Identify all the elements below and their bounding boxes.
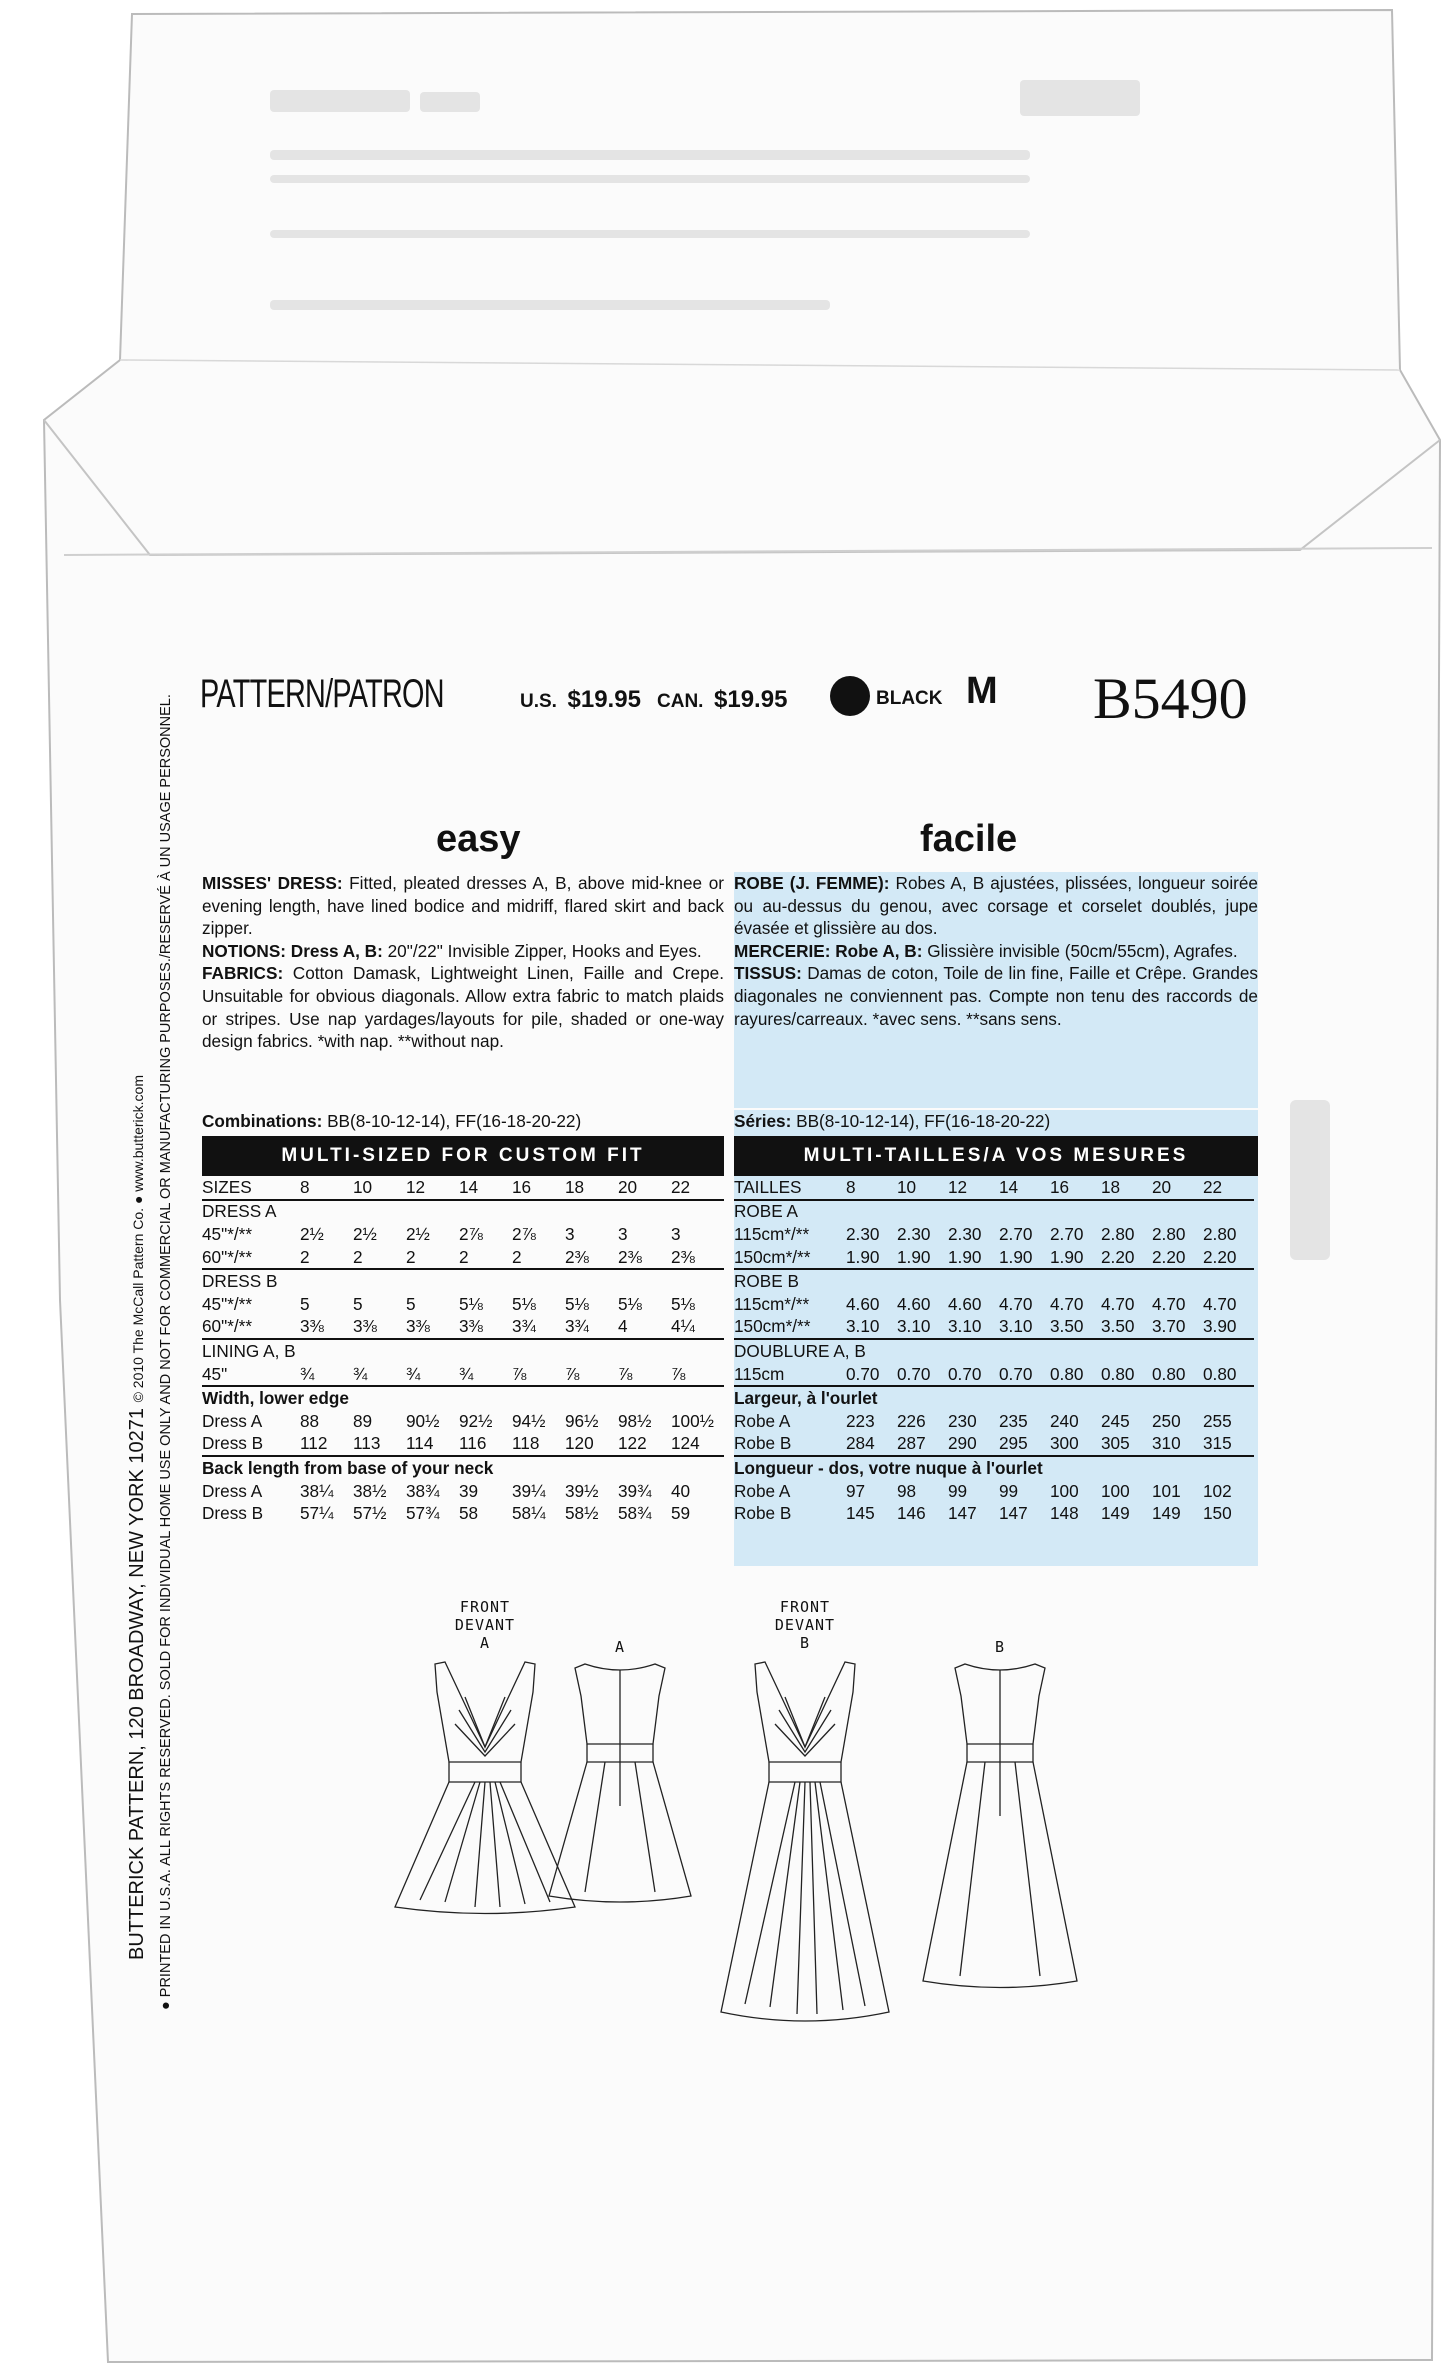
table-cell: 100½ <box>671 1410 715 1431</box>
table-cell: 2.70 <box>999 1223 1033 1244</box>
section-heading: ROBE A <box>734 1200 1254 1224</box>
table-cell: 255 <box>1203 1410 1232 1431</box>
table-cell: 92½ <box>459 1410 493 1431</box>
table-cell: 3 <box>671 1223 681 1244</box>
table-cell: 2 <box>406 1246 416 1267</box>
table-row <box>202 1433 724 1457</box>
table-cell: 58 <box>459 1503 479 1524</box>
table-cell: 287 <box>897 1433 926 1454</box>
table-cell: 230 <box>948 1410 977 1431</box>
table-cell: 100 <box>1101 1480 1130 1501</box>
sketch-devant-label: DEVANT <box>774 1616 836 1634</box>
table-cell: 2.80 <box>1203 1223 1237 1244</box>
table-cell: 2⅞ <box>459 1223 483 1244</box>
english-yardage-chart <box>202 1110 724 1525</box>
table-cell: 300 <box>1050 1433 1079 1454</box>
table-cell: 39¼ <box>512 1480 546 1501</box>
table-cell: ⅞ <box>512 1363 527 1384</box>
table-cell: 3⅜ <box>300 1316 324 1337</box>
color-dot-icon <box>830 676 870 716</box>
combinations: Combinations: BB(8-10-12-14), FF(16-18-20-22) <box>202 1111 582 1131</box>
section-heading-row <box>734 1456 1254 1480</box>
table-cell: 38¾ <box>406 1480 440 1501</box>
table-cell: 5⅛ <box>618 1293 642 1314</box>
french-description: ROBE (J. FEMME): Robes A, B ajustées, plissées, longueur soirée ou au-dessus du genou, avec corsage et corselet doublés, jupe évasée et glissière au dos. MERCERIE: Robe A, B: Glissière invisible (50cm/55cm), Agrafes. TISSUS: Damas de coton, Toile de lin fine, Faille et Crêpe. Grandes diagonales ne conviennent pas. Compte non tenu des raccords de rayures/carreaux. *avec sens. **sans sens. <box>734 872 1258 1108</box>
size-header: 12 <box>948 1176 968 1197</box>
table-cell: 0.80 <box>1152 1363 1186 1384</box>
table-cell: 5 <box>300 1293 310 1314</box>
section-heading-row <box>202 1339 724 1363</box>
french-size-table <box>734 1176 1254 1525</box>
table-cell: 0.70 <box>999 1363 1033 1384</box>
table-cell: 3.10 <box>897 1316 931 1337</box>
table-cell: 3.10 <box>948 1316 982 1337</box>
row-label: 45"*/** <box>202 1223 253 1244</box>
table-cell: 2.20 <box>1152 1246 1186 1267</box>
section-heading-row <box>202 1200 724 1224</box>
table-cell: 2⅜ <box>671 1246 695 1267</box>
table-cell: 1.90 <box>1050 1246 1084 1267</box>
table-cell: 3¾ <box>565 1316 589 1337</box>
table-cell: 2.20 <box>1203 1246 1237 1267</box>
row-label: Dress B <box>202 1503 264 1524</box>
table-cell: ¾ <box>459 1363 474 1384</box>
table-cell: 112 <box>300 1433 328 1454</box>
sizes-label: TAILLES <box>734 1176 802 1197</box>
section-heading: DOUBLURE A, B <box>734 1339 1254 1363</box>
table-cell: 315 <box>1203 1433 1232 1454</box>
table-row <box>734 1246 1254 1270</box>
size-header: 12 <box>406 1176 426 1197</box>
size-header: 8 <box>300 1176 310 1197</box>
table-row <box>734 1293 1254 1316</box>
table-row <box>202 1363 724 1387</box>
table-cell: 2 <box>459 1246 469 1267</box>
table-cell: 59 <box>671 1503 691 1524</box>
english-bar: MULTI-SIZED FOR CUSTOM FIT <box>202 1136 724 1176</box>
table-cell: 58½ <box>565 1503 599 1524</box>
table-cell: 3.10 <box>846 1316 880 1337</box>
table-cell: 2.80 <box>1101 1223 1135 1244</box>
size-header: 14 <box>999 1176 1019 1197</box>
table-cell: 98 <box>897 1480 917 1501</box>
dress-back-long-illustration <box>915 1656 1085 1996</box>
us-price-value: $19.95 <box>567 686 641 713</box>
table-cell: 2 <box>512 1246 522 1267</box>
table-cell: 2⅜ <box>618 1246 642 1267</box>
table-row <box>734 1480 1254 1503</box>
table-row <box>734 1316 1254 1340</box>
table-cell: 5⅛ <box>671 1293 695 1314</box>
color-label: BLACK <box>876 688 943 709</box>
sketch-front-label: FRONT <box>459 1598 511 1616</box>
row-label: Robe B <box>734 1503 792 1524</box>
table-cell: ⅞ <box>671 1363 686 1384</box>
table-cell: 2 <box>300 1246 310 1267</box>
table-cell: 148 <box>1050 1503 1079 1524</box>
table-cell: 58¾ <box>618 1503 652 1524</box>
row-label: Dress B <box>202 1433 264 1454</box>
table-cell: ¾ <box>300 1363 315 1384</box>
table-cell: 1.90 <box>999 1246 1033 1267</box>
table-cell: ¾ <box>353 1363 368 1384</box>
row-label: 115cm*/** <box>734 1293 810 1314</box>
row-label: 115cm <box>734 1363 785 1384</box>
table-cell: 5⅛ <box>565 1293 589 1314</box>
table-cell: 2½ <box>353 1223 377 1244</box>
section-heading: DRESS A <box>202 1200 724 1224</box>
table-cell: 3.50 <box>1101 1316 1135 1337</box>
us-price <box>520 686 641 714</box>
letter-mark: M <box>966 670 998 712</box>
table-cell: 3⅜ <box>353 1316 377 1337</box>
table-cell: 290 <box>948 1433 977 1454</box>
table-cell: 114 <box>406 1433 434 1454</box>
size-header: 10 <box>353 1176 373 1197</box>
table-cell: 99 <box>948 1480 968 1501</box>
english-description: MISSES' DRESS: Fitted, pleated dresses A, B, above mid-knee or evening length, have lined bodice and midriff, flared skirt and back zipper. NOTIONS: Dress A, B: 20"/22" Invisible Zipper, Hooks and Eyes. FABRICS: Cotton Damask, Lightweight Linen, Faille and Crepe. Unsuitable for obvious diagonals. Allow extra fabric to match plaids or stripes. Use nap yardages/layouts for pile, shaded or one-way design fabrics. *with nap. **without nap. <box>202 873 724 1052</box>
table-cell: 88 <box>300 1410 320 1431</box>
table-row <box>202 1410 724 1433</box>
sketch-front-b <box>705 1598 905 2032</box>
size-header: 18 <box>565 1176 585 1197</box>
table-cell: 226 <box>897 1410 926 1431</box>
row-label: Robe A <box>734 1410 791 1431</box>
french-bar: MULTI-TAILLES/A VOS MESURES <box>734 1136 1258 1176</box>
table-cell: 0.80 <box>1203 1363 1237 1384</box>
table-cell: 2.30 <box>948 1223 982 1244</box>
table-cell: 90½ <box>406 1410 440 1431</box>
table-cell: 1.90 <box>846 1246 880 1267</box>
table-cell: 223 <box>846 1410 875 1431</box>
table-cell: 240 <box>1050 1410 1079 1431</box>
table-row <box>202 1480 724 1503</box>
table-cell: 2⅜ <box>565 1246 589 1267</box>
table-cell: 284 <box>846 1433 875 1454</box>
row-label: 150cm*/** <box>734 1316 811 1337</box>
sizes-row <box>202 1176 724 1200</box>
sketch-devant-label: DEVANT <box>454 1616 516 1634</box>
table-cell: 116 <box>459 1433 487 1454</box>
table-cell: ¾ <box>406 1363 421 1384</box>
sketch-view-label: A <box>479 1634 491 1652</box>
section-heading-row <box>202 1386 724 1410</box>
table-cell: 3¾ <box>512 1316 536 1337</box>
table-cell: 3.10 <box>999 1316 1033 1337</box>
table-cell: 89 <box>353 1410 373 1431</box>
table-cell: 4¼ <box>671 1316 695 1337</box>
table-row <box>734 1363 1254 1387</box>
sketch-view-label: A <box>614 1638 626 1656</box>
table-cell: 0.70 <box>948 1363 982 1384</box>
table-row <box>202 1223 724 1246</box>
series: Séries: BB(8-10-12-14), FF(16-18-20-22) <box>734 1111 1051 1131</box>
section-heading-row <box>734 1386 1254 1410</box>
table-cell: 5 <box>353 1293 363 1314</box>
table-cell: 58¼ <box>512 1503 546 1524</box>
size-header: 16 <box>1050 1176 1070 1197</box>
table-cell: 3 <box>565 1223 575 1244</box>
size-header: 22 <box>671 1176 691 1197</box>
table-cell: 0.70 <box>846 1363 880 1384</box>
table-cell: 4.70 <box>999 1293 1033 1314</box>
table-cell: 3 <box>618 1223 628 1244</box>
table-cell: 4.60 <box>948 1293 982 1314</box>
table-cell: 120 <box>565 1433 594 1454</box>
table-cell: 38¼ <box>300 1480 334 1501</box>
row-label: 115cm*/** <box>734 1223 810 1244</box>
table-cell: 149 <box>1101 1503 1130 1524</box>
pattern-number: B5490 <box>1093 666 1248 731</box>
table-cell: 40 <box>671 1480 691 1501</box>
table-cell: 38½ <box>353 1480 387 1501</box>
us-label: U.S. <box>520 691 557 712</box>
section-heading: Back length from base of your neck <box>202 1456 724 1480</box>
table-cell: 1.90 <box>948 1246 982 1267</box>
table-cell: 145 <box>846 1503 875 1524</box>
sketch-view-label: B <box>994 1638 1006 1656</box>
row-label: 45"*/** <box>202 1293 253 1314</box>
table-cell: 3.70 <box>1152 1316 1186 1337</box>
table-cell: 94½ <box>512 1410 546 1431</box>
size-header: 14 <box>459 1176 479 1197</box>
table-row <box>734 1502 1254 1525</box>
table-cell: 149 <box>1152 1503 1181 1524</box>
section-heading: Longueur - dos, votre nuque à l'ourlet <box>734 1456 1254 1480</box>
sizes-row <box>734 1176 1254 1200</box>
table-cell: 2½ <box>406 1223 430 1244</box>
dress-front-long-illustration <box>705 1652 905 2032</box>
table-cell: 0.70 <box>897 1363 931 1384</box>
table-cell: 4.70 <box>1101 1293 1135 1314</box>
row-label: Dress A <box>202 1410 263 1431</box>
table-cell: 5 <box>406 1293 416 1314</box>
english-size-table <box>202 1176 724 1525</box>
table-row <box>202 1246 724 1270</box>
sketch-back-b <box>915 1638 1085 1996</box>
size-header: 20 <box>618 1176 638 1197</box>
table-cell: ⅞ <box>565 1363 580 1384</box>
table-cell: 0.80 <box>1101 1363 1135 1384</box>
table-cell: 146 <box>897 1503 926 1524</box>
table-cell: 4.60 <box>897 1293 931 1314</box>
table-cell: 3.50 <box>1050 1316 1084 1337</box>
table-cell: 310 <box>1152 1433 1181 1454</box>
table-cell: 97 <box>846 1480 866 1501</box>
table-row <box>202 1502 724 1525</box>
table-cell: 100 <box>1050 1480 1079 1501</box>
table-cell: 124 <box>671 1433 700 1454</box>
sketch-view-label: B <box>799 1634 811 1652</box>
size-header: 10 <box>897 1176 917 1197</box>
table-cell: 1.90 <box>897 1246 931 1267</box>
publisher-address: BUTTERICK PATTERN, 120 BROADWAY, NEW YORK 10271 © 2010 The McCall Pattern Co. ● www.butterick.com <box>126 1075 148 1960</box>
row-label: Robe A <box>734 1480 791 1501</box>
table-cell: 2½ <box>300 1223 324 1244</box>
table-cell: 2.30 <box>897 1223 931 1244</box>
table-cell: 122 <box>618 1433 647 1454</box>
row-label: Robe B <box>734 1433 792 1454</box>
table-cell: 39 <box>459 1480 479 1501</box>
table-cell: 3⅜ <box>459 1316 483 1337</box>
table-row <box>734 1433 1254 1457</box>
size-header: 18 <box>1101 1176 1121 1197</box>
section-heading: Width, lower edge <box>202 1386 724 1410</box>
table-cell: 147 <box>999 1503 1028 1524</box>
table-row <box>202 1293 724 1316</box>
table-row <box>734 1410 1254 1433</box>
section-heading-row <box>734 1339 1254 1363</box>
row-label: 60"*/** <box>202 1316 253 1337</box>
sizes-label: SIZES <box>202 1176 252 1197</box>
row-label: 45" <box>202 1363 228 1384</box>
table-cell: 147 <box>948 1503 977 1524</box>
pattern-label: PATTERN/PATRON <box>200 672 444 716</box>
table-cell: 96½ <box>565 1410 599 1431</box>
can-label: CAN. <box>657 691 704 712</box>
table-cell: 2.30 <box>846 1223 880 1244</box>
table-cell: 2.20 <box>1101 1246 1135 1267</box>
table-cell: 2.80 <box>1152 1223 1186 1244</box>
rights-notice: ● PRINTED IN U.S.A. ALL RIGHTS RESERVED. SOLD FOR INDIVIDUAL HOME USE ONLY AND NOT FOR COMMERCIAL OR MANUFACTURING PURPOSES./RESERVÉ À UN USAGE PERSONNEL. <box>158 694 174 2010</box>
table-row <box>734 1223 1254 1246</box>
can-price <box>657 686 787 714</box>
table-cell: 3⅜ <box>406 1316 430 1337</box>
section-heading: LINING A, B <box>202 1339 724 1363</box>
section-heading-row <box>202 1269 724 1293</box>
table-cell: 0.80 <box>1050 1363 1084 1384</box>
table-cell: 4.60 <box>846 1293 880 1314</box>
table-cell: 4 <box>618 1316 628 1337</box>
table-cell: 39¾ <box>618 1480 652 1501</box>
table-cell: 4.70 <box>1203 1293 1237 1314</box>
table-cell: 101 <box>1152 1480 1181 1501</box>
size-header: 16 <box>512 1176 532 1197</box>
table-cell: 57¾ <box>406 1503 440 1524</box>
section-heading-row <box>202 1456 724 1480</box>
section-heading-row <box>734 1269 1254 1293</box>
size-header: 8 <box>846 1176 856 1197</box>
table-cell: 245 <box>1101 1410 1130 1431</box>
table-cell: 235 <box>999 1410 1028 1431</box>
size-header: 22 <box>1203 1176 1223 1197</box>
can-price-value: $19.95 <box>714 686 788 713</box>
table-cell: 57¼ <box>300 1503 334 1524</box>
section-heading: ROBE B <box>734 1269 1254 1293</box>
table-cell: 39½ <box>565 1480 599 1501</box>
table-cell: 2 <box>353 1246 363 1267</box>
title-easy: easy <box>436 818 521 860</box>
table-cell: 4.70 <box>1152 1293 1186 1314</box>
dress-back-short-illustration <box>545 1656 695 1906</box>
table-cell: 3.90 <box>1203 1316 1237 1337</box>
table-cell: 2⅞ <box>512 1223 536 1244</box>
table-cell: 250 <box>1152 1410 1181 1431</box>
table-cell: 99 <box>999 1480 1019 1501</box>
table-cell: 305 <box>1101 1433 1130 1454</box>
section-heading-row <box>734 1200 1254 1224</box>
size-header: 20 <box>1152 1176 1172 1197</box>
table-cell: 102 <box>1203 1480 1232 1501</box>
table-cell: 2.70 <box>1050 1223 1084 1244</box>
table-cell: 57½ <box>353 1503 387 1524</box>
table-cell: 150 <box>1203 1503 1232 1524</box>
table-cell: 98½ <box>618 1410 652 1431</box>
table-cell: ⅞ <box>618 1363 633 1384</box>
table-cell: 4.70 <box>1050 1293 1084 1314</box>
row-label: 60"*/** <box>202 1246 253 1267</box>
row-label: 150cm*/** <box>734 1246 811 1267</box>
table-cell: 118 <box>512 1433 540 1454</box>
title-facile: facile <box>920 818 1018 860</box>
table-cell: 295 <box>999 1433 1028 1454</box>
row-label: Dress A <box>202 1480 263 1501</box>
table-cell: 113 <box>353 1433 381 1454</box>
table-row <box>202 1316 724 1340</box>
table-cell: 5⅛ <box>512 1293 536 1314</box>
sketch-front-label: FRONT <box>779 1598 831 1616</box>
table-cell: 5⅛ <box>459 1293 483 1314</box>
french-yardage-chart <box>734 1110 1258 1566</box>
section-heading: DRESS B <box>202 1269 724 1293</box>
section-heading: Largeur, à l'ourlet <box>734 1386 1254 1410</box>
sketch-back-a <box>545 1638 695 1906</box>
